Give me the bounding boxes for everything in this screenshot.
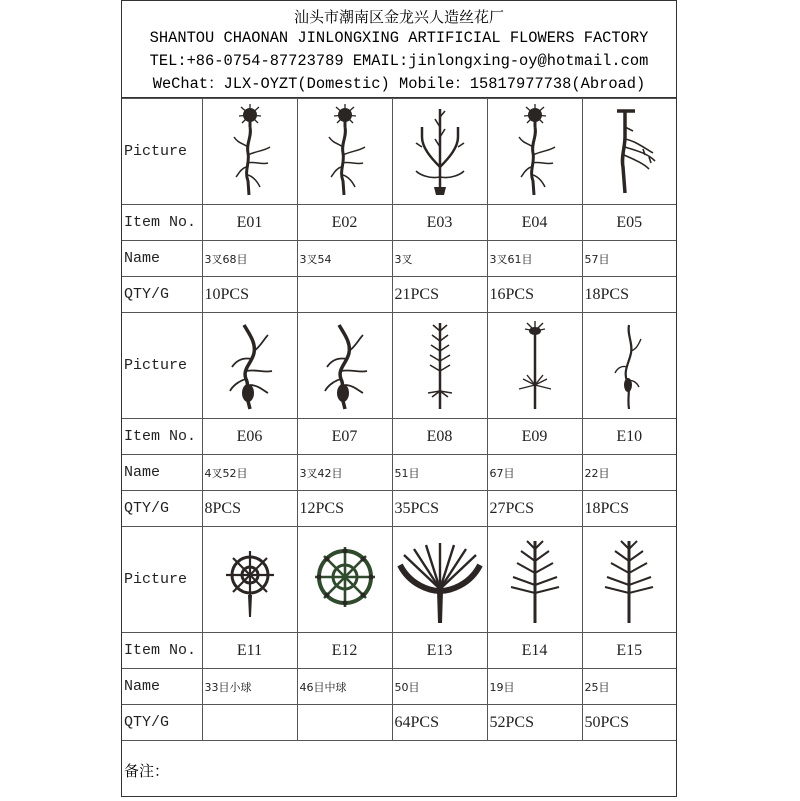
gnarled-branch-icon	[300, 316, 390, 416]
item-name: 3叉	[392, 241, 487, 277]
item-code: E06	[202, 419, 297, 455]
branch-with-flower-icon	[205, 102, 295, 202]
item-name: 3叉54	[297, 241, 392, 277]
product-picture	[582, 527, 676, 633]
branch-with-flower-icon	[490, 102, 580, 202]
item-code: E01	[202, 205, 297, 241]
item-name: 3叉61目	[487, 241, 582, 277]
notes-label: 备注：	[122, 741, 676, 801]
catalog-sheet	[121, 0, 677, 797]
contact-wechat-mobile: WeChat：JLX-OYZT(Domestic) Mobile：15817977738(Abroad)	[152, 75, 646, 93]
item-code: E09	[487, 419, 582, 455]
item-no-label: Item No.	[122, 633, 202, 669]
product-picture	[392, 99, 487, 205]
item-qty: 18PCS	[582, 277, 676, 313]
item-name: 67目	[487, 455, 582, 491]
item-name: 4叉52目	[202, 455, 297, 491]
qty-label: QTY/G	[122, 491, 202, 527]
item-name: 50目	[392, 669, 487, 705]
qty-label: QTY/G	[122, 705, 202, 741]
item-code: E11	[202, 633, 297, 669]
item-qty: 52PCS	[487, 705, 582, 741]
item-name: 57目	[582, 241, 676, 277]
fan-spray-icon	[395, 530, 485, 630]
header	[122, 1, 676, 98]
branch-with-flower-icon	[300, 102, 390, 202]
item-name: 3叉42目	[297, 455, 392, 491]
product-picture	[487, 99, 582, 205]
item-code: E02	[297, 205, 392, 241]
product-picture	[582, 99, 676, 205]
item-qty	[297, 705, 392, 741]
item-no-label: Item No.	[122, 419, 202, 455]
item-code: E04	[487, 205, 582, 241]
item-qty: 64PCS	[392, 705, 487, 741]
item-code: E05	[582, 205, 676, 241]
product-picture	[202, 527, 297, 633]
item-qty: 50PCS	[582, 705, 676, 741]
product-picture	[392, 527, 487, 633]
product-picture	[487, 313, 582, 419]
item-name: 25目	[582, 669, 676, 705]
item-qty: 18PCS	[582, 491, 676, 527]
product-picture	[202, 313, 297, 419]
item-name: 22目	[582, 455, 676, 491]
product-table	[122, 98, 676, 801]
straight-branch-icon	[395, 316, 485, 416]
item-code: E12	[297, 633, 392, 669]
name-label: Name	[122, 455, 202, 491]
qty-label: QTY/G	[122, 277, 202, 313]
product-picture	[297, 313, 392, 419]
cone-spray-icon	[584, 530, 674, 630]
picture-label: Picture	[122, 313, 202, 419]
item-name: 51目	[392, 455, 487, 491]
cone-spray-icon	[490, 530, 580, 630]
item-qty: 21PCS	[392, 277, 487, 313]
medium-ball-icon	[300, 530, 390, 630]
picture-label: Picture	[122, 99, 202, 205]
item-name: 19目	[487, 669, 582, 705]
product-picture	[202, 99, 297, 205]
stem-with-crown-icon	[490, 316, 580, 416]
item-code: E07	[297, 419, 392, 455]
factory-name-en: SHANTOU CHAONAN JINLONGXING ARTIFICIAL FLOWERS FACTORY	[149, 29, 649, 47]
item-code: E03	[392, 205, 487, 241]
item-name: 33目小球	[202, 669, 297, 705]
product-picture	[392, 313, 487, 419]
item-qty	[202, 705, 297, 741]
item-code: E14	[487, 633, 582, 669]
item-qty: 8PCS	[202, 491, 297, 527]
item-qty: 27PCS	[487, 491, 582, 527]
bent-branch-icon	[584, 102, 674, 202]
item-qty: 35PCS	[392, 491, 487, 527]
thin-branch-icon	[584, 316, 674, 416]
item-name: 3叉68目	[202, 241, 297, 277]
name-label: Name	[122, 241, 202, 277]
product-picture	[297, 527, 392, 633]
item-qty	[297, 277, 392, 313]
item-qty: 16PCS	[487, 277, 582, 313]
factory-name-cn: 汕头市潮南区金龙兴人造丝花厂	[293, 8, 504, 26]
item-name: 46目中球	[297, 669, 392, 705]
item-code: E13	[392, 633, 487, 669]
item-qty: 12PCS	[297, 491, 392, 527]
name-label: Name	[122, 669, 202, 705]
trident-branch-icon	[395, 102, 485, 202]
item-qty: 10PCS	[202, 277, 297, 313]
contact-tel-email: TEL:+86-0754-87723789 EMAIL:jinlongxing-oy@hotmail.com	[149, 52, 649, 70]
small-ball-icon	[205, 530, 295, 630]
picture-label: Picture	[122, 527, 202, 633]
item-code: E08	[392, 419, 487, 455]
item-code: E10	[582, 419, 676, 455]
item-no-label: Item No.	[122, 205, 202, 241]
item-code: E15	[582, 633, 676, 669]
product-picture	[487, 527, 582, 633]
gnarled-branch-icon	[205, 316, 295, 416]
product-picture	[582, 313, 676, 419]
product-picture	[297, 99, 392, 205]
